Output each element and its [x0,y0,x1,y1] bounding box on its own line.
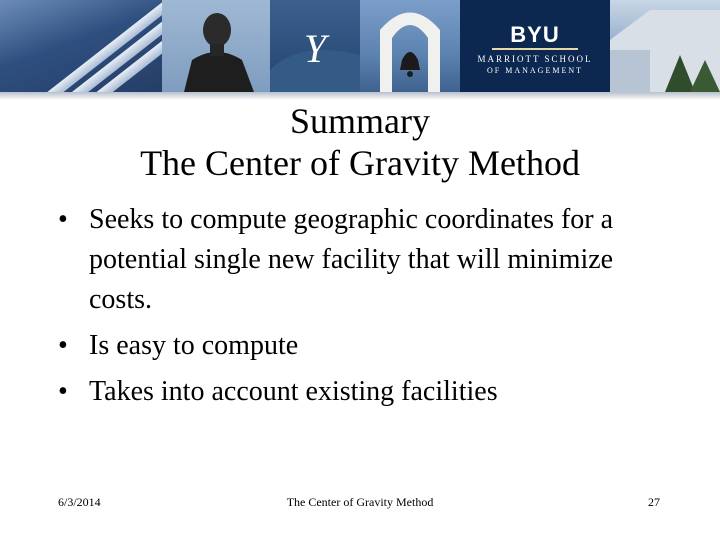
logo-title: BYU [510,22,560,47]
title-line-summary: Summary [290,101,430,141]
bullet-text: Seeks to compute geographic coordinates for a potential single new facility that will minimize costs. [89,204,614,315]
bullet-item [58,200,658,320]
header-banner [0,0,720,92]
logo-divider [492,48,578,50]
bullet-item [58,326,658,366]
byu-marriott-logo [460,0,610,92]
campus-building-photo [610,0,720,92]
slide-title [20,100,700,184]
footer-date: 6/3/2014 [58,495,101,509]
bullet-list [58,200,658,418]
bullet-item [58,372,658,412]
title-line-method: The Center of Gravity Method [140,143,580,183]
bullet-icon: • [58,330,68,361]
bullet-icon: • [58,376,68,407]
y-monogram-photo [270,0,360,92]
statue-photo [162,0,270,92]
logo-line-management: OF MANAGEMENT [487,66,583,75]
banner-shadow [0,92,720,100]
footer-title: The Center of Gravity Method [286,495,434,509]
slide-number: 27 [648,495,660,509]
bell-tower-photo [360,0,460,92]
bullet-icon: • [58,204,68,235]
building-photo [0,0,162,92]
logo-line-school: MARRIOTT SCHOOL [477,54,593,64]
bullet-text: Takes into account existing facilities [89,376,498,407]
svg-text:Y: Y [303,26,327,71]
bullet-text: Is easy to compute [89,330,299,361]
